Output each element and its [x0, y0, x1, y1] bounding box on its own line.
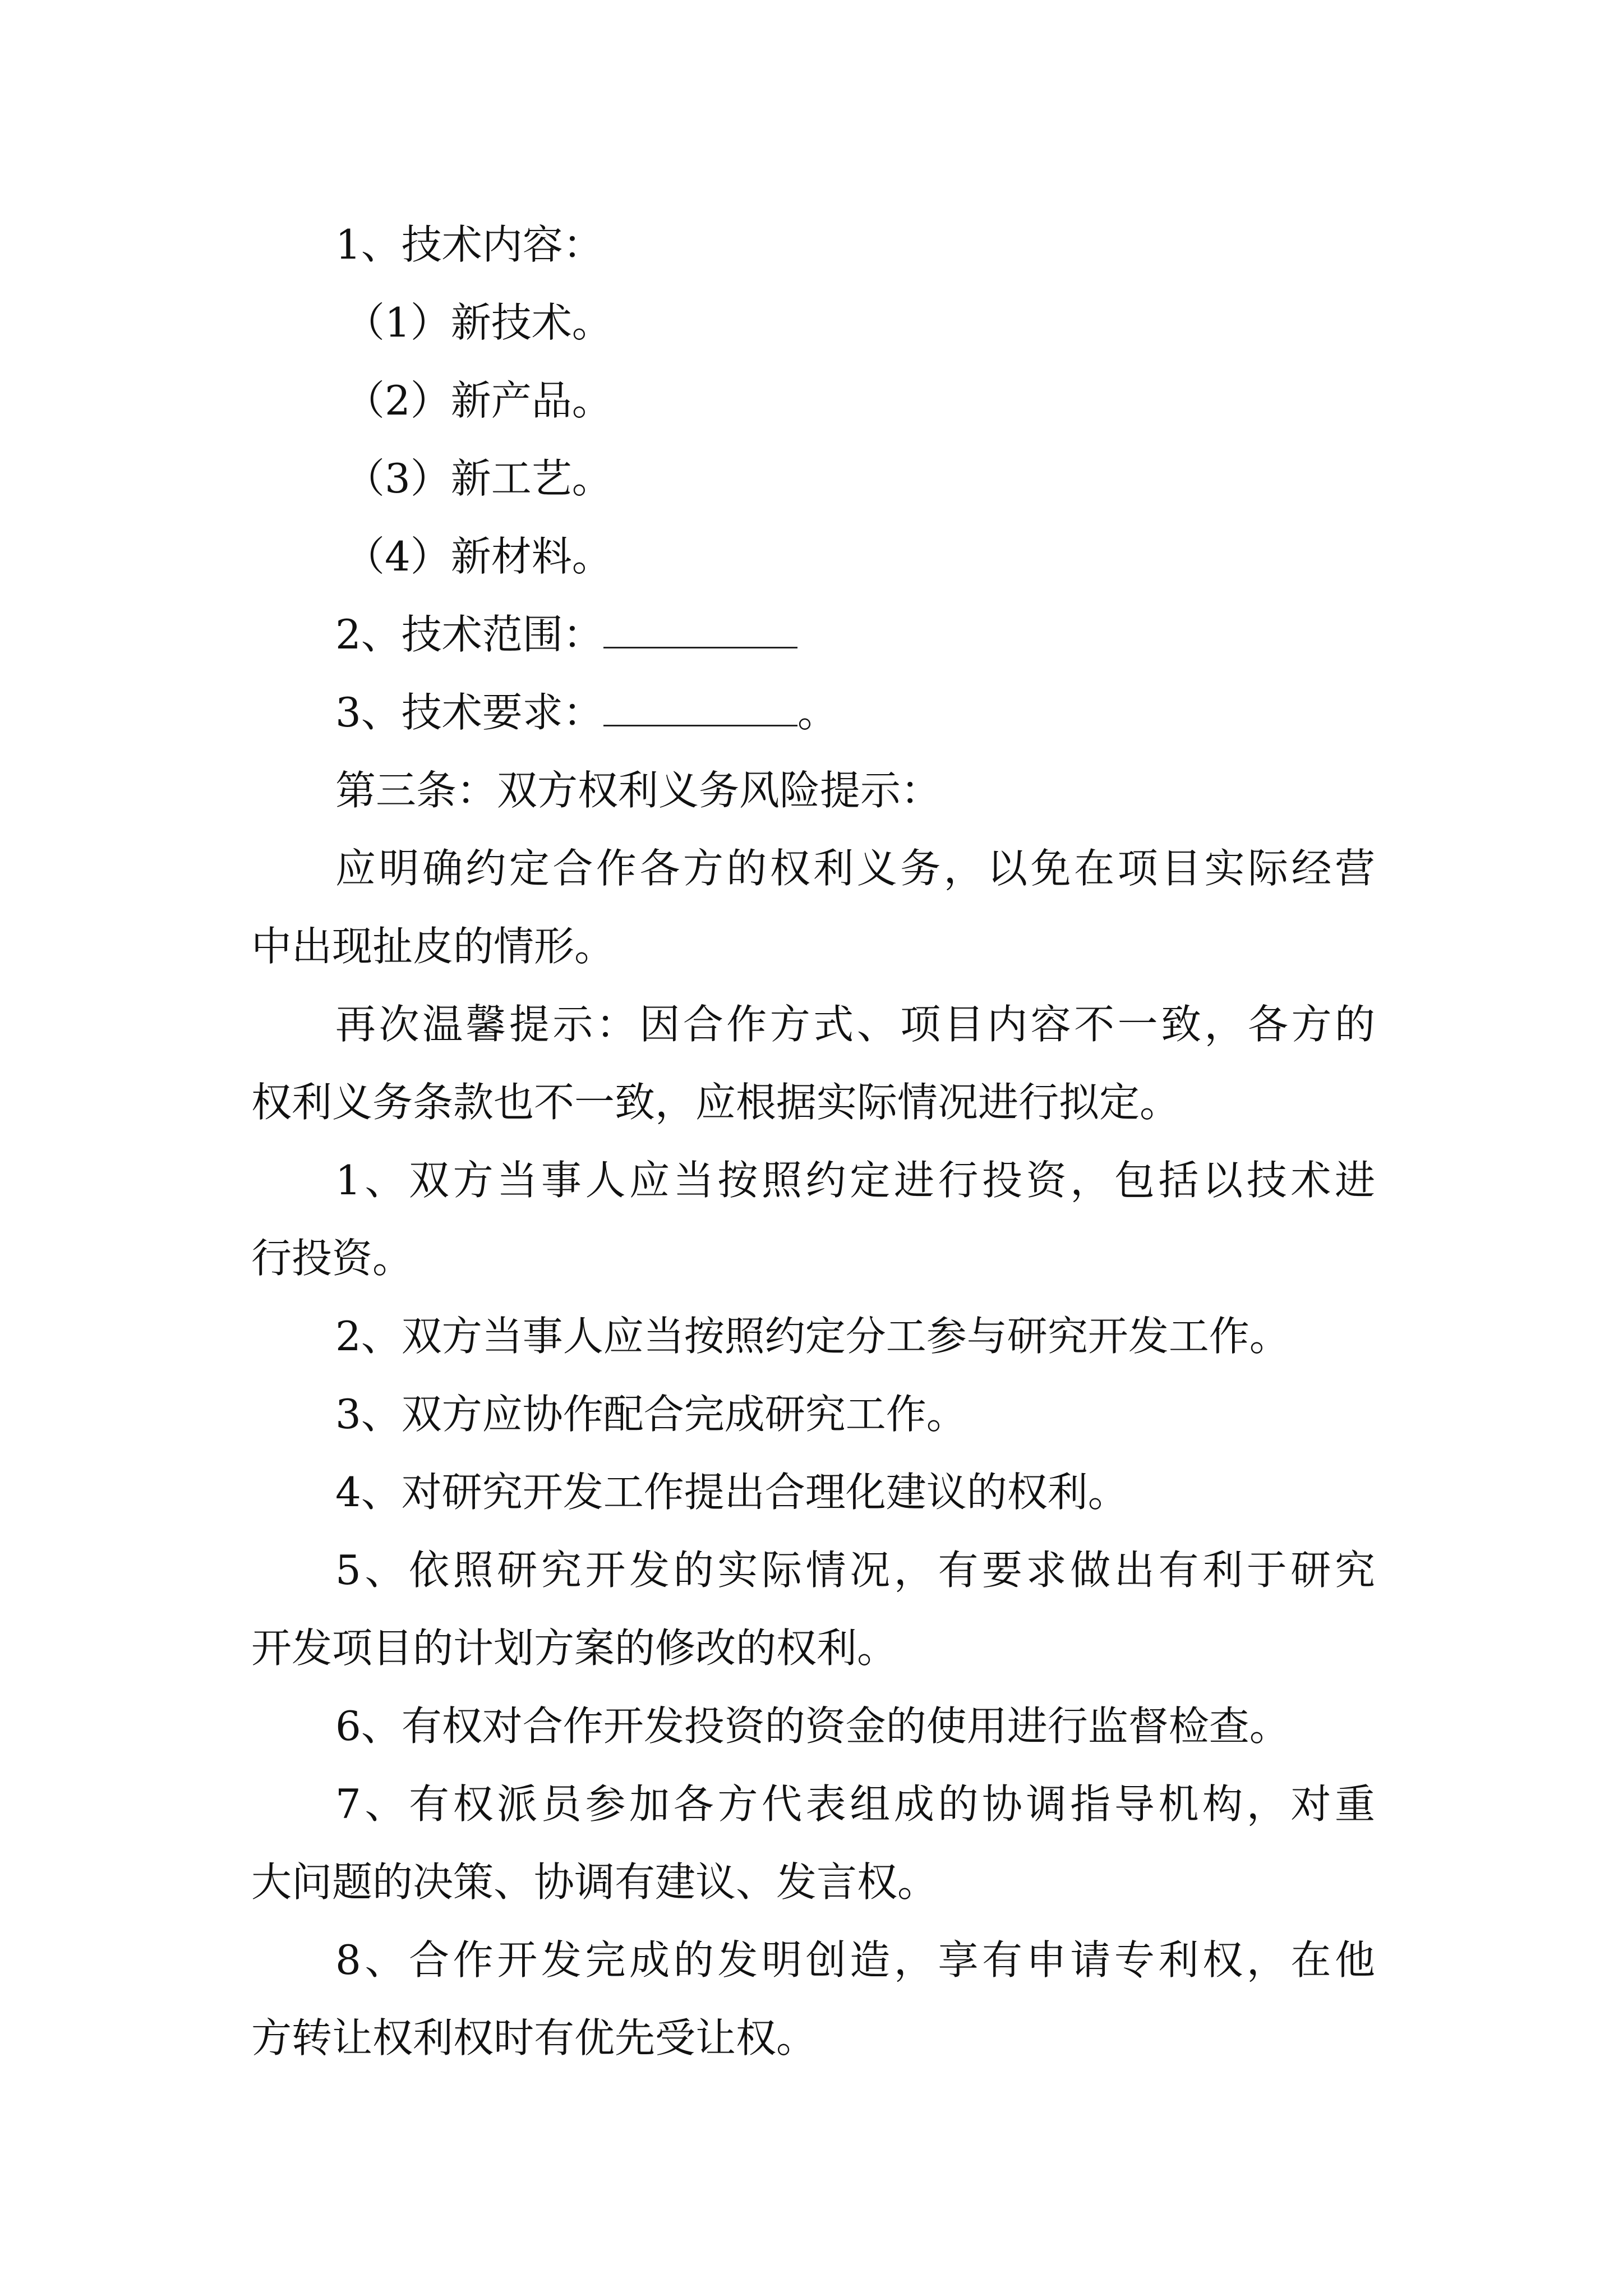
clause-8-line1: 8、合作开发完成的发明创造，享有申请专利权，在他 — [335, 1936, 1375, 1984]
article3-heading: 第三条：双方权利义务风险提示： — [335, 767, 942, 814]
clause-5-line2: 开发项目的计划方案的修改的权利。 — [251, 1625, 898, 1672]
article3-p1-line2: 中出现扯皮的情形。 — [251, 923, 615, 970]
tech-requirements-line — [0, 673, 1623, 752]
tech-requirements-blank — [603, 690, 797, 726]
tech-requirements-end: 。 — [797, 689, 838, 736]
tech-item-4: （4）新材料。 — [344, 533, 612, 580]
clause-7-line2: 大问题的决策、协调有建议、发言权。 — [251, 1858, 938, 1906]
clause-4: 4、对研究开发工作提出合理化建议的权利。 — [335, 1469, 1128, 1516]
clause-3: 3、双方应协作配合完成研究工作。 — [335, 1391, 967, 1438]
article3-p1-line1: 应明确约定合作各方的权利义务，以免在项目实际经营 — [335, 845, 1375, 892]
article3-p2-line1: 再次温馨提示：因合作方式、项目内容不一致，各方的 — [335, 1001, 1375, 1048]
tech-content-heading: 1、技术内容： — [335, 221, 603, 268]
article3-p2-line2: 权利义务条款也不一致，应根据实际情况进行拟定。 — [251, 1079, 1181, 1126]
clause-1-line1: 1、双方当事人应当按照约定进行投资，包括以技术进 — [335, 1157, 1375, 1204]
tech-item-3: （3）新工艺。 — [344, 455, 612, 502]
tech-item-1: （1）新技术。 — [344, 299, 612, 346]
clause-2: 2、双方当事人应当按照约定分工参与研究开发工作。 — [335, 1313, 1290, 1360]
clause-7-line1: 7、有权派员参加各方代表组成的协调指导机构，对重 — [335, 1780, 1375, 1828]
clause-5-line1: 5、依照研究开发的实际情况，有要求做出有利于研究 — [335, 1547, 1375, 1594]
tech-scope-label: 2、技术范围： — [335, 611, 603, 658]
tech-scope-line — [0, 595, 1623, 674]
clause-8-line2: 方转让权利权时有优先受让权。 — [251, 2014, 817, 2062]
clause-6: 6、有权对合作开发投资的资金的使用进行监督检查。 — [335, 1703, 1290, 1750]
clause-1-line2: 行投资。 — [251, 1235, 413, 1282]
tech-requirements-label: 3、技术要求： — [335, 689, 603, 736]
tech-item-2: （2）新产品。 — [344, 377, 612, 424]
tech-scope-blank — [603, 612, 797, 648]
